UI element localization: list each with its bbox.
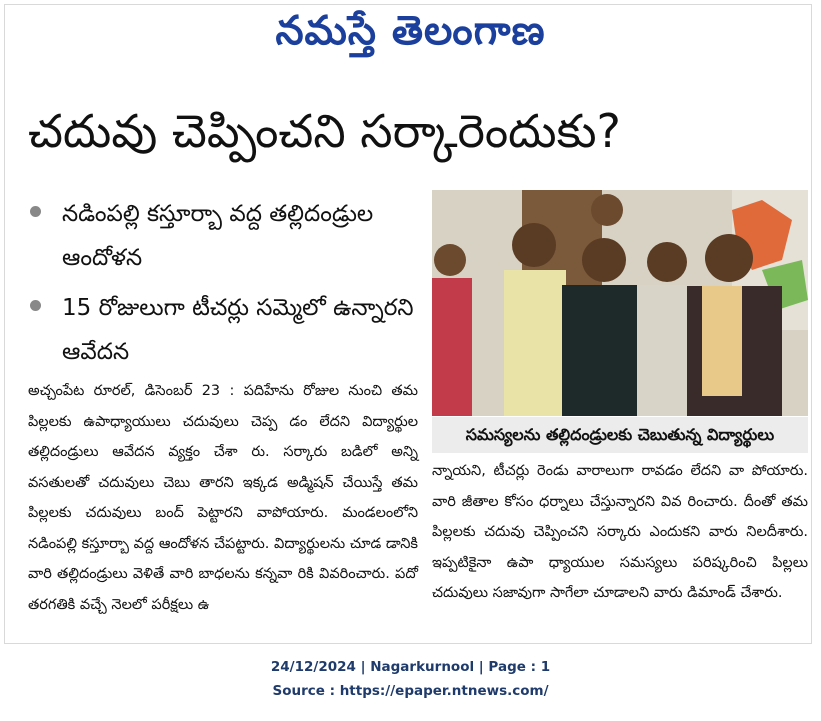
highlight-bullets <box>28 192 428 380</box>
photo-caption: సమస్యలను తల్లిదండ్రులకు చెబుతున్న విద్యార్థులు <box>432 417 808 453</box>
bullet-dot-icon <box>30 300 41 311</box>
article-photo <box>432 190 808 416</box>
body-text-right: న్నాయని, టీచర్లు రెండు వారాలుగా రావడం లేదని వా పోయారు. వారి జీతాల కోసం ధర్నాలు చేస్తున్నారని వివ రించారు. దీంతో తమ పిల్లలకు చదువు చెప్పించని సర్కారు ఎందుకని వారు నిలదీశారు. ఇప్పటికైనా ఉపా ధ్యాయుల సమస్యలు పరిష్కరించి పిల్లలు చదువులు సజావుగా సాగేలా చూడాలని వారు డిమాండ్ చేశారు. <box>432 463 808 601</box>
bullet-dot-icon <box>30 206 41 217</box>
highlight-bullet-2 <box>28 286 428 374</box>
footer-date-edition: 24/12/2024 | Nagarkurnool | Page : 1 <box>270 659 551 675</box>
highlight-text-2: 15 రోజులుగా టీచర్లు సమ్మెలో ఉన్నారని ఆవేదన <box>62 295 414 365</box>
article-headline: చదువు చెప్పించని సర్కారెందుకు? <box>28 104 621 158</box>
newspaper-masthead: నమస్తే తెలంగాణ <box>275 8 546 54</box>
footer-source: Source : https://epaper.ntnews.com/ <box>272 683 549 699</box>
highlight-text-1: నడింపల్లి కస్తూర్బా వద్ద తల్లిదండ్రుల ఆందోళన <box>62 201 374 271</box>
highlight-bullet-1 <box>28 192 428 280</box>
body-text-left: అచ్చంపేట రూరల్, డిసెంబర్ 23 : పదిహేను రోజుల నుంచి తమ పిల్లలకు ఉపాధ్యాయులు చదువులు చెప్ప డం లేదని విద్యార్థుల తల్లిదండ్రులు ఆవేదన వ్యక్తం చేశా రు. సర్కారు బడిలో అన్ని వసతులతో చదువులు చెబు తారని ఇక్కడ అడ్మిషన్ చేయిస్తే తమ పిల్లలకు చదువులు బంద్ పెట్టారని వాపోయారు. మండలంలోని నడింపల్లి కస్తూర్బా వద్ద ఆందోళన చేపట్టారు. విద్యార్థులను చూడ డానికి వారి తల్లిదండ్రులు వెళితే వారి బాధలను కన్నవా రికి వివరించారు. పదో తరగతికి వచ్చే నెలలో పరీక్షలు ఉ <box>28 383 418 613</box>
article-body-left-column <box>28 376 418 620</box>
article-body-right-column <box>432 456 808 609</box>
students-photo-illustration <box>432 190 808 416</box>
